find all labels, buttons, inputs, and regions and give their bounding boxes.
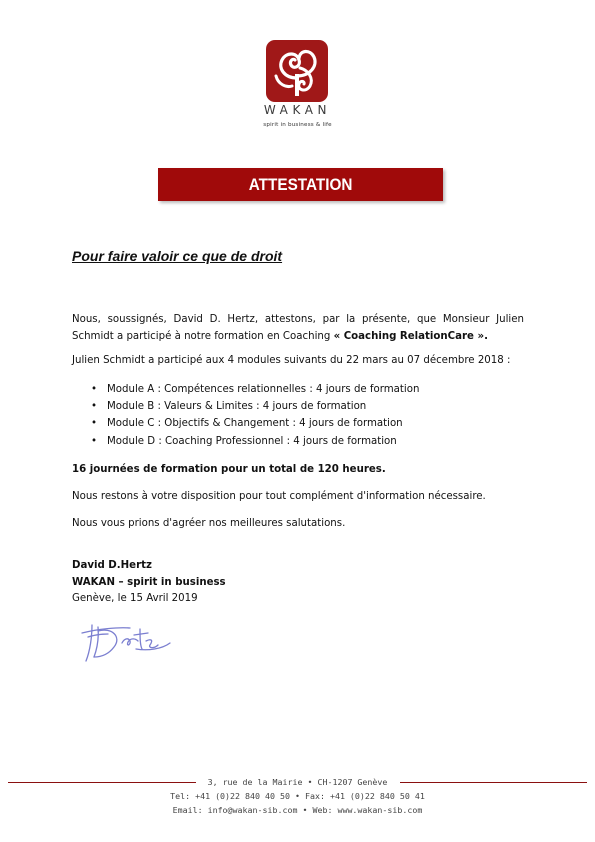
list-item: • Module B : Valeurs & Limites : 4 jours de formation [91,398,419,415]
document-subtitle: Pour faire valoir ce que de droit [72,248,283,264]
place-date: Genève, le 15 Avril 2019 [72,593,198,604]
brand-name: WAKAN [263,103,332,117]
modules-intro: Julien Schmidt a participé aux 4 modules suivants du 22 mars au 07 décembre 2018 : [72,355,511,366]
list-item: • Module C : Objectifs & Changement : 4 jours de formation [91,415,419,432]
intro-text: Nous, soussignés, David D. Hertz, attestons, par la présente, que Monsieur Julien Schmidt a participé à notre formation en Coaching [72,314,524,342]
regards-paragraph: Nous vous prions d'agréer nos meilleures salutations. [72,518,346,529]
brand-tagline: spirit in business & life [263,122,332,128]
signatory-company: WAKAN – spirit in business [72,576,226,588]
intro-paragraph [72,311,524,345]
list-item: • Module D : Coaching Professionnel : 4 jours de formation [91,433,419,450]
footer-phones: Tel: +41 (0)22 840 40 50 • Fax: +41 (0)22 840 50 41 [170,791,425,801]
banner-title: ATTESTATION [248,174,353,194]
footer-web: Email: info@wakan-sib.com • Web: www.wakan-sib.com [172,805,423,815]
total-hours: 16 journées de formation pour un total de 120 heures. [72,464,386,475]
footer [0,775,595,817]
signatory-name: David D.Hertz [72,560,152,571]
availability-paragraph: Nous restons à votre disposition pour tout complément d'information nécessaire. [72,491,486,502]
list-item: • Module A : Compétences relationnelles : 4 jours de formation [91,381,419,398]
attestation-banner [158,168,443,201]
footer-address: 3, rue de la Mairie • CH-1207 Genève [207,777,388,787]
wakan-logo-icon [264,38,330,104]
course-name: « Coaching RelationCare ». [333,331,488,342]
handwritten-signature [78,615,178,667]
module-list [91,381,419,450]
signatory-block [72,558,226,608]
